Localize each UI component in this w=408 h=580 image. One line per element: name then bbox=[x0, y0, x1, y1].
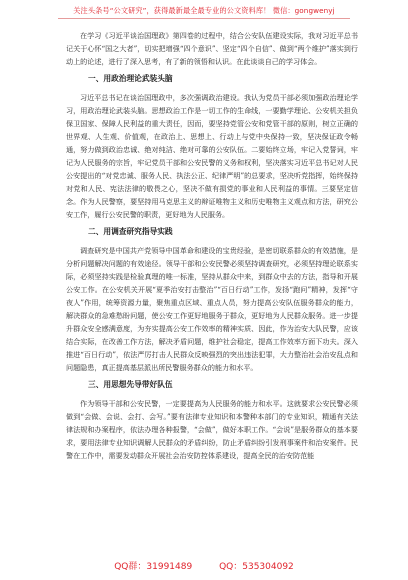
section-1-paragraph: 习近平总书记在谈治国理政中，多次强调政治建设。我认为党员干部必须加强政治理论学习，用政治理论武装头脑。思想政治工作是一切工作的生命线，一要勤学理论、公安机关担负保卫国家、保障人民利益的重大责任，因而，要坚持党管公安和党管干部的原则，树立正确的世界观、人生观、价值观，在政治上、思想上、行动上与党中央保持一致，坚决保证政令畅通，努力做到政治忠诚、绝对纯洁、绝对可靠的公安队伍。二要始终立场，牢记入党誓词，牢记为人民服务的宗旨，牢记党员干部和公安民警的义务和权利，坚决落实习近平总书记对人民公安提出的“对党忠诚、服务人民、执法公正、纪律严明”的总要求，坚决听党指挥，始终保持对党和人民、宪法法律的敬畏之心，坚决不做有损党的事业和人民利益的事情。三要坚定信念。作为人民警察，要坚持用马克思主义的辩证唯物主义和历史唯物主义观点和方法，研究公安工作，履行公安民警的职责，更好地为人民服务。 bbox=[66, 93, 358, 219]
footer-qq-group: QQ群：31991489 bbox=[114, 562, 193, 572]
page-footer bbox=[0, 559, 408, 572]
section-2-paragraph: 调查研究是中国共产党领导中国革命和建设的宝贵经验，是密切联系群众的有效措施，是分析问题解决问题的有效途径。领导干部和公安民警必须坚持调查研究，必须坚持理论联系实际，必须坚持实践是检验真理的唯一标准，坚持从群众中来，到群众中去的方法，指导和开展公安工作。在公安机关开展“夏季治安打击整治”“百日行动”工作，发扬“跑问”精神，发挥“守夜人”作用，统筹资源力量，聚焦重点区域、重点人员，努力提高公安队伍服务群众的能力，解决群众的急难愁盼问题，使公安工作更好地服务于群众，更好地为人民群众服务。进一步提升群众安全感满意度，为夯实提高公安工作效率的精神实质、因此，作为治安大队民警，应该结合实际，在改善工作方法，解决矛盾问题，维护社会稳定，提高工作效率方面下功夫。深入推进“百日行动”，依法严厉打击人民群众反映强烈的突出违法犯罪，大力整治社会治安乱点和问题隐患，真正提高基层派出所民警服务群众的能力和水平。 bbox=[66, 246, 358, 372]
intro-paragraph: 在学习《习近平谈治国理政》第四卷的过程中，结合公安队伍建设实际，我对习近平总书记关于心怀“国之大者”，切实把增强“四个意识”、坚定“四个自信”、做到“两个维护”落实到行动上的论述，进行了深入思考，有了新的领悟和认识。在此谈谈自己的学习体会。 bbox=[66, 31, 358, 66]
document-body bbox=[66, 29, 358, 548]
section-3-paragraph: 作为领导干部和公安民警，一定要提高为人民服务的能力和水平。这就要求公安民警必须做到“会做、会说、会打、会写。”要有法律专业知识和本警种本部门的专业知识，精通有关法律法规和办案程序，依法办理各种报警，“会做”，做好本职工作。“会说”是服务群众的基本要求，要用法律专业知识调解人民群众的矛盾纠纷，防止矛盾纠纷引发刑事案件和治安案件。民警在工作中，需要发动群众开展社会治安防控体系建设，提高全民的治安防范能 bbox=[66, 399, 358, 460]
section-2-heading: 二、用调查研究指导实践 bbox=[88, 227, 173, 236]
section-3-heading: 三、用思想先导带好队伍 bbox=[88, 380, 173, 389]
section-1-heading: 一、用政治理论武装头脑 bbox=[88, 74, 173, 83]
header-divider bbox=[58, 18, 350, 19]
page-header-banner: 关注头条号“公文研究”，获得最新最全最专业的公文资料库！ 微信：gongwenyj bbox=[73, 6, 335, 15]
footer-qq-contact: QQ：535304092 bbox=[219, 562, 294, 572]
